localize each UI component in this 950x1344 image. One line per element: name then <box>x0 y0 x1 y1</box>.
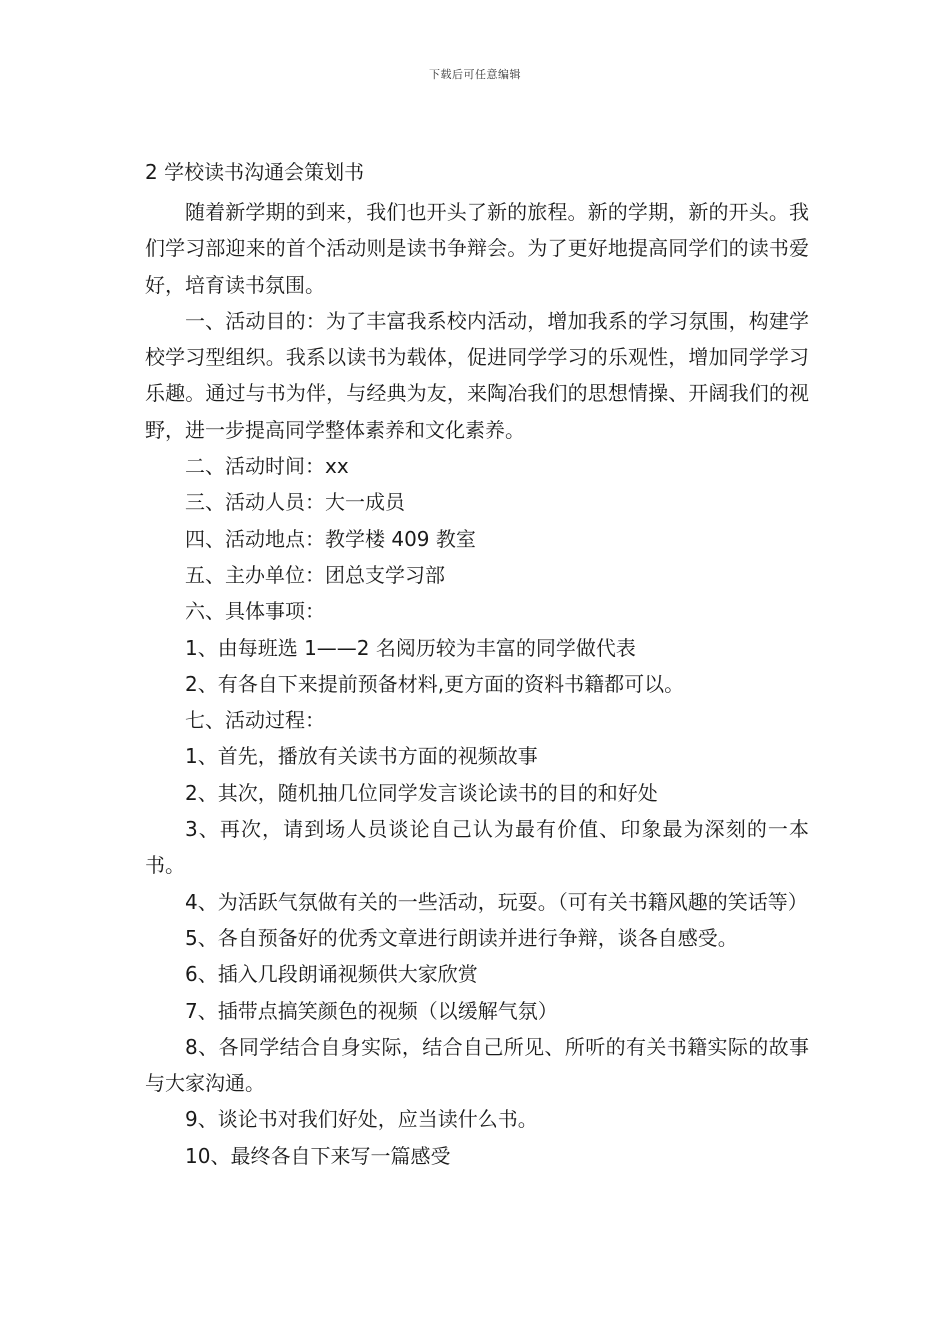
document-title: 2 学校读书沟通会策划书 <box>145 160 365 184</box>
list-item: 7、插带点搞笑颜色的视频（以缓解气氛） <box>185 998 558 1023</box>
list-item: 2、有各自下来提前预备材料,更方面的资料书籍都可以。 <box>185 671 685 696</box>
list-item: 4、为活跃气氛做有关的一些活动，玩耍。（可有关书籍风趣的笑话等） <box>185 889 808 914</box>
paragraph-activity-people: 三、活动人员：大一成员 <box>185 490 405 515</box>
page-header-note: 下载后可任意编辑 <box>429 68 521 81</box>
list-item: 1、首先，播放有关读书方面的视频故事 <box>185 744 538 769</box>
list-item: 5、各自预备好的优秀文章进行朗读并进行争辩，谈各自感受。 <box>185 925 738 950</box>
paragraph-process-heading: 七、活动过程： <box>185 708 325 733</box>
paragraph-details-heading: 六、具体事项： <box>185 599 325 624</box>
paragraph-intro: 随着新学期的到来，我们也开头了新的旅程。新的学期，新的开头。我们学习部迎来的首个活动则是读书争辩会。为了更好地提高同学们的读书爱好，培育读书氛围。 <box>145 200 809 297</box>
list-item: 2、其次，随机抽几位同学发言谈论读书的目的和好处 <box>185 780 658 805</box>
paragraph-organizer: 五、主办单位：团总支学习部 <box>185 562 445 587</box>
paragraph-activity-location: 四、活动地点：教学楼 409 教室 <box>185 526 476 551</box>
list-item: 3、再次，请到场人员谈论自己认为最有价值、印象最为深刻的一本书。 <box>145 817 809 878</box>
list-item: 10、最终各自下来写一篇感受 <box>185 1143 451 1168</box>
list-item: 1、由每班选 1——2 名阅历较为丰富的同学做代表 <box>185 635 636 660</box>
list-item: 6、插入几段朗诵视频供大家欣赏 <box>185 962 478 987</box>
list-item: 8、各同学结合自身实际，结合自己所见、所听的有关书籍实际的故事与大家沟通。 <box>145 1034 809 1096</box>
paragraph-activity-time: 二、活动时间：xx <box>185 454 349 479</box>
document-body <box>145 194 809 1174</box>
paragraph-activity-purpose: 一、活动目的：为了丰富我系校内活动，增加我系的学习氛围，构建学校学习型组织。我系以读书为载体，促进同学学习的乐观性，增加同学学习乐趣。通过与书为伴，与经典为友，来陶冶我们的思想情操、开阔我们的视野，进一步提高同学整体素养和文化素养。 <box>145 308 809 442</box>
list-item: 9、谈论书对我们好处，应当读什么书。 <box>185 1107 538 1132</box>
